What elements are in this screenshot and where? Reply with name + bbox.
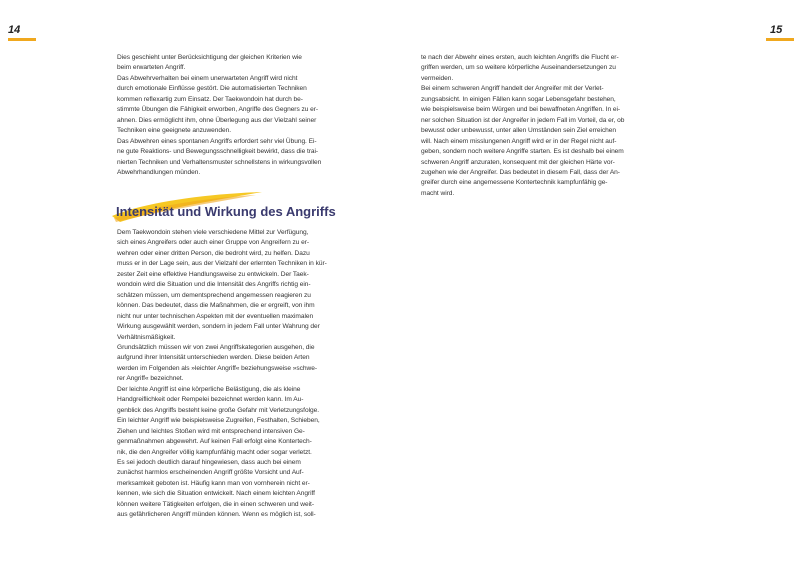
text-line: vermeiden.	[421, 74, 454, 82]
text-line: Grundsätzlich müssen wir von zwei Angriffskategorien ausgehen, die	[117, 343, 315, 351]
text-line: Wirkung ausgewählt werden, sondern in jedem Fall unter Wahrung der	[117, 323, 320, 331]
left-top-text	[117, 53, 379, 178]
text-line: ne gute Reaktions- und Bewegungsschnelligkeit bewirkt, dass die trai-	[117, 148, 319, 156]
text-line: nierten Techniken und Verhaltensmuster schnellstens in wirkungsvollen	[117, 158, 322, 166]
left-page-number-bar	[8, 38, 36, 41]
text-line: nik, die den Angreifer völlig kampfunfähig macht oder sogar verletzt.	[117, 448, 312, 456]
left-page-number: 14	[8, 24, 21, 36]
text-line: Handgreiflichkeit oder Rempelei bezeichnet werden kann. Im Au-	[117, 396, 304, 404]
text-line: sich eines Angreifers oder auch einer Gruppe von Angreifern zu er-	[117, 239, 310, 247]
text-line: wondoin wird die Situation und die Intensität des Angriffs richtig ein-	[117, 281, 311, 289]
text-line: Techniken eine geeignete anzuwenden.	[117, 127, 232, 135]
text-line: Dem Taekwondoin stehen viele verschiedene Mittel zur Verfügung,	[117, 229, 309, 236]
text-line: Ziehen und leichtes Stoßen wird mit entsprechend intensiven Ge-	[117, 427, 305, 435]
text-line: zungsabsicht. In einigen Fällen kann sogar Lebensgefahr bestehen,	[421, 95, 616, 103]
text-line: Dies geschieht unter Berücksichtigung der gleichen Kriterien wie	[117, 54, 302, 61]
text-line: zunächst harmlos erscheinenden Angriff größte Vorsicht und Auf-	[117, 469, 304, 477]
left-bottom-text	[117, 228, 379, 521]
text-line: Das Abwehren eines spontanen Angriffs erfordert sehr viel Übung. Ei-	[117, 137, 317, 145]
text-line: aus gefährlicheren Angriff münden können. Wenn es möglich ist, soll-	[117, 511, 316, 519]
text-line: macht wird.	[421, 189, 455, 197]
text-line: beim erwarteten Angriff.	[117, 64, 186, 72]
text-line: durch emotionale Einflüsse gestört. Die automatisierten Techniken	[117, 85, 307, 93]
text-line: muss er in der Lage sein, aus der Vielzahl der erlernten Techniken in kür-	[117, 260, 327, 268]
text-line: ner solchen Situation ist der Angreifer in jedem Fall im Vorteil, da er, ob	[421, 116, 625, 124]
text-line: rer Angriff« bezeichnet.	[117, 375, 184, 383]
text-line: werden im Folgenden als »leichter Angriff« beziehungsweise »schwe-	[117, 364, 318, 372]
text-line: te nach der Abwehr eines ersten, auch leichten Angriffs die Flucht er-	[421, 54, 619, 61]
text-line: schätzen müssen, um dementsprechend angemessen reagieren zu	[117, 291, 311, 299]
text-line: zugehen wie der Angreifer. Das bedeutet in diesem Fall, dass der An-	[421, 168, 620, 176]
text-line: können weitere Tätigkeiten erfolgen, die in einen schweren und weit-	[117, 500, 314, 508]
text-line: zester Zeit eine effektive Handlungsweise zu entwickeln. Der Taek-	[117, 270, 309, 278]
text-line: will. Nach einem misslungenen Angriff wird er in der Regel nicht auf-	[421, 137, 617, 145]
text-line: Bei einem schweren Angriff handelt der Angreifer mit der Verlet-	[421, 85, 604, 93]
text-line: Abwehrhandlungen münden.	[117, 168, 201, 176]
text-line: kennen, wie sich die Situation entwickelt. Nach einem leichten Angriff	[117, 490, 315, 498]
right-column-text	[421, 53, 683, 199]
text-line: Verhältnismäßigkeit.	[117, 333, 176, 341]
text-line: griffen werden, um so weitere körperliche Auseinandersetzungen zu	[421, 64, 616, 72]
text-line: bewusst oder unbewusst, unter allen Umständen sein Ziel erreichen	[421, 127, 617, 135]
text-line: Es sei jedoch deutlich darauf hingewiesen, dass auch bei einem	[117, 458, 301, 466]
text-line: können. Das bedeutet, dass die Maßnahmen, die er ergreift, von ihm	[117, 302, 315, 310]
right-page-number-bar	[766, 38, 794, 41]
text-line: Ein leichter Angriff wie beispielsweise Zugreifen, Festhalten, Schieben,	[117, 417, 320, 425]
right-page-number: 15	[770, 24, 783, 36]
section-heading-block	[106, 192, 396, 226]
text-line: geben, sondern noch weitere Angriffe starten. Es ist deshalb bei einem	[421, 148, 624, 156]
text-line: kommen reflexartig zum Einsatz. Der Taekwondoin hat durch be-	[117, 95, 303, 103]
text-line: merksamkeit geboten ist. Häufig kann man von vornherein nicht er-	[117, 479, 310, 487]
text-line: nicht nur unter technischen Aspekten mit der eventuellen maximalen	[117, 312, 314, 320]
text-line: genblick des Angriffs besteht keine große Gefahr mit Verletzungsfolge.	[117, 406, 320, 414]
text-line: stimmte Übungen die Fähigkeit erworben, Angriffe des Gegners zu er-	[117, 106, 319, 114]
text-line: aufgrund ihrer Intensität unterschieden werden. Diese beiden Arten	[117, 354, 310, 362]
text-line: Das Abwehrverhalten bei einem unerwarteten Angriff wird nicht	[117, 74, 298, 82]
text-line: Der leichte Angriff ist eine körperliche Belästigung, die als kleine	[117, 385, 301, 393]
text-line: genmaßnahmen abgewehrt. Auf keinen Fall erfolgt eine Kontertech-	[117, 438, 312, 446]
text-line: wehren oder einer dritten Person, die bedroht wird, zu helfen. Dazu	[117, 249, 310, 257]
text-line: schweren Angriff anzuraten, konsequent mit der gleichen Härte vor-	[421, 158, 615, 166]
text-line: ahnen. Dies ermöglicht ihm, ohne Überlegung aus der Vielzahl seiner	[117, 116, 317, 124]
text-line: wie beispielsweise beim Würgen und bei bewaffneten Angriffen. In ei-	[421, 106, 621, 114]
text-line: greifer durch eine angemessene Kontertechnik kampfunfähig ge-	[421, 179, 608, 187]
section-heading: Intensität und Wirkung des Angriffs	[116, 204, 336, 219]
